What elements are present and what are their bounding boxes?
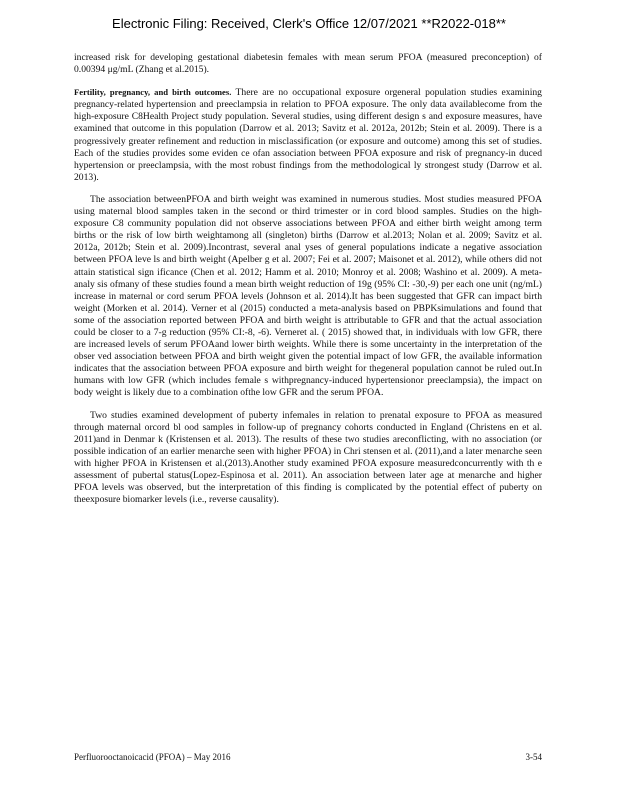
document-body — [74, 52, 542, 516]
page-number: 3-54 — [525, 752, 542, 762]
paragraph-fertility-text: There are no occupational exposure orgeneral population studies examining pregnancy-related hypertension and preeclampsia in relation to PFOA exposure. The only data availablecome from the high-exposure C8Health Project study population. Several studies, using different design s and exposure measures, have examined that outcome in this population (Darrow et al. 2013; Savitz et al. 2012a, 2012b; Stein et al. 2009). There is a progressively greater refinement and reduction in misclassification (or exposure and outcome) among this set of studies. Each of the studies provides some eviden ce ofan association between PFOA exposure and risk of pregnancy-in duced hypertension or preeclampsia, with the most robust findings from the methodological ly strongest study (Darrow et al. 2013). — [74, 87, 542, 183]
paragraph-birth-weight: The association betweenPFOA and birth weight was examined in numerous studies. Most studies measured PFOA using maternal blood samples taken in the second or third trimester or in cord blood samples. Studies on the high-exposure C8 community population did not observe associations between PFOA and either birth weight among term births or the risk of low birth weightamong all (singleton) births (Darrow et al.2013; Nolan et al. 2009; Savitz et al. 2012a, 2012b; Stein et al. 2009).Incontrast, several anal yses of general populations indicate a negative association between PFOA leve ls and birth weight (Apelber g et al. 2007; Fei et al. 2007; Maisonet et al. 2012), while others did not attain statistical sign ificance (Chen et al. 2012; Hamm et al. 2010; Monroy et al. 2008; Washino et al. 2009). A meta-analy sis ofmany of these studies found a mean birth weight reduction of 19g (95% CI: -30,-9) per each one unit (ng/mL) increase in maternal or cord serum PFOA levels (Johnson et al. 2014).It has been suggested that GFR can impact birth weight (Morken et al. 2014). Verner et al (2015) conducted a meta-analysis based on PBPKsimulations and found that some of the association reported between PFOA and birth weight is attributable to GFR and that the actual association could be closer to a 7-g reduction (95% CI:-8, -6). Verneret al. ( 2015) showed that, in individuals with low GFR, there are increased levels of serum PFOAand lower birth weights. While there is some uncertainty in the interpretation of the obser ved association between PFOA and birth weight given the potential impact of low GFR, the available information indicates that the association between PFOA exposure and birth weight for thegeneral population cannot be ruled out.In humans with low GFR (which includes female s withpregnancy-induced hypertensionor preeclampsia), the impact on body weight is likely due to a combination ofthe low GFR and the serum PFOA. — [74, 193, 542, 399]
page-footer — [74, 752, 542, 762]
paragraph-puberty: Two studies examined development of puberty infemales in relation to prenatal exposure to PFOA as measured through maternal orcord bl ood samples in follow-up of pregnancy cohorts conducted in England (Christens en et al. 2011)and in Denmar k (Kristensen et al. 2013). The results of these two studies areconflicting, with no association (or possible indication of an earlier menarche seen with higher PFOA) in Chri stensen et al. (2011),and a later menarche seen with higher PFOA in Kristensen et al.(2013).Another study examined PFOA exposure measuredconcurrently with th e assessment of pubertal status(Lopez-Espinosa et al. 2011). An association between later age at menarche and higher PFOA levels was observed, but the interpretation of this finding is complicated by the potential effect of puberty on theexposure biomarker levels (i.e., reverse causality). — [74, 409, 542, 506]
footer-document-title: Perfluorooctanoicacid (PFOA) – May 2016 — [74, 752, 231, 762]
paragraph-fertility — [74, 86, 542, 184]
paragraph-gestational-diabetes: increased risk for developing gestational diabetesin females with mean serum PFOA (measured preconception) of 0.00394 μg/mL (Zhang et al.2015). — [74, 52, 542, 76]
run-in-heading: Fertility, pregnancy, and birth outcomes. — [74, 87, 232, 98]
filing-header: Electronic Filing: Received, Clerk's Office 12/07/2021 **R2022-018** — [112, 16, 506, 31]
